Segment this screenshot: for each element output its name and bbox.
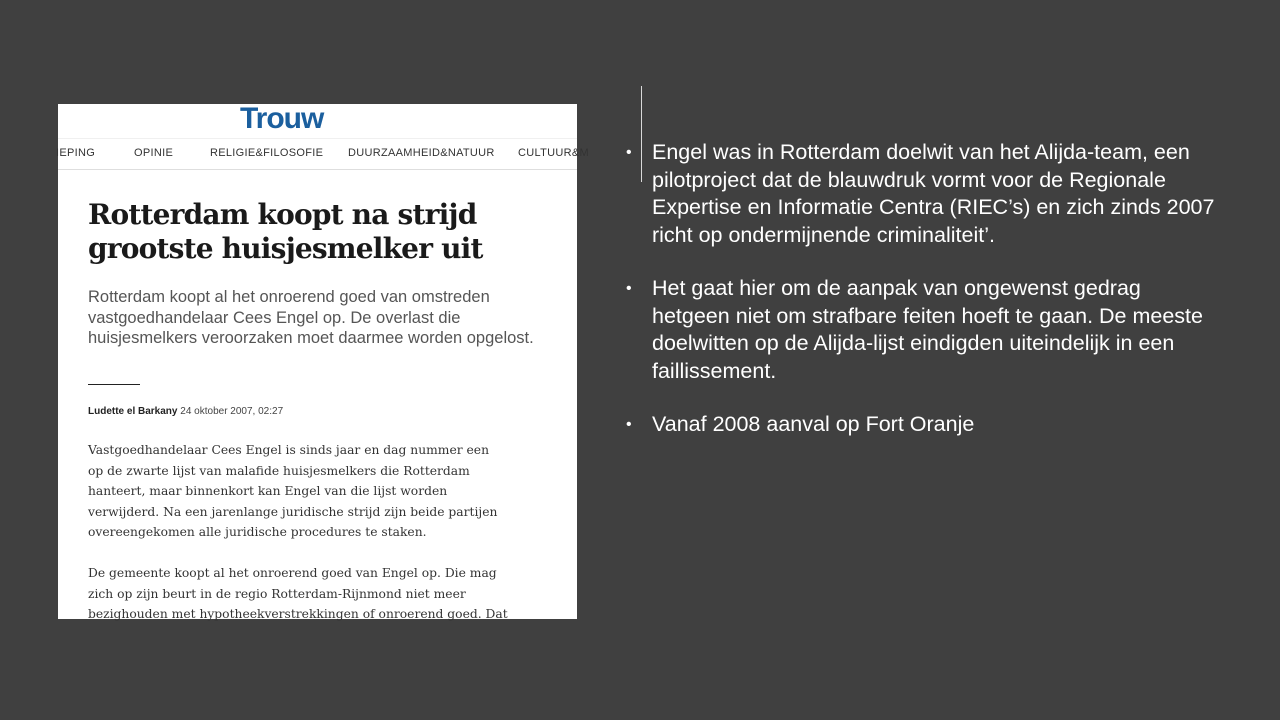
bullet-text: Engel was in Rotterdam doelwit van het Alijda-team, een pilotproject dat de blauwdruk vormt voor de Regionale Expertise en Informatie Centra (RIEC’s) en zich zinds 2007 richt op ondermijnende criminaliteit’. bbox=[652, 140, 1215, 247]
article-intro: Rotterdam koopt al het onroerend goed van omstreden vastgoedhandelaar Cees Engel op. De overlast die huisjesmelkers veroorzaken moet daarmee worden opgelost. bbox=[88, 288, 534, 347]
bullet-dot-icon: • bbox=[626, 144, 632, 161]
bullet-item bbox=[626, 139, 1216, 249]
article-byline bbox=[88, 406, 283, 417]
nav-item: DUURZAAMHEID&NATUUR bbox=[348, 147, 495, 159]
nav-item: RELIGIE&FILOSOFIE bbox=[210, 147, 324, 159]
bullet-item bbox=[626, 411, 1216, 439]
bullet-text: Het gaat hier om de aanpak van ongewenst gedrag hetgeen niet om strafbare feiten hoeft te gaan. De meeste doelwitten op de Alijda-lijst eindigden uiteindelijk in een faillissement. bbox=[652, 276, 1203, 383]
nav-item: CULTUUR&M bbox=[518, 147, 589, 159]
newspaper-nav bbox=[56, 138, 589, 170]
newspaper-clipping bbox=[56, 102, 589, 621]
bullet-dot-icon: • bbox=[626, 280, 632, 297]
newspaper-masthead bbox=[58, 104, 638, 138]
nav-item: OPINIE bbox=[134, 147, 174, 159]
article-paragraph: Vastgoedhandelaar Cees Engel is sinds jaar en dag nummer een op de zwarte lijst van malafide huisjesmelkers die Rotterdam hanteert, maar binnenkort kan Engel van die lijst worden verwijderd. Na een jarenlange juridische strijd zijn beide partijen overeengekomen alle juridische procedures te staken. bbox=[88, 443, 498, 539]
article-paragraph: De gemeente koopt al het onroerend goed van Engel op. Die mag zich op zijn beurt in de regio Rotterdam-Rijnmond niet meer bezighouden met hypotheekverstrekkingen of onroerend goed. Dat bbox=[88, 566, 508, 621]
article-author: Ludette el Barkany bbox=[88, 406, 178, 417]
trouw-logo: Trouw bbox=[240, 102, 324, 135]
bullet-list bbox=[626, 139, 1216, 439]
bullet-item bbox=[626, 275, 1216, 385]
article-date: 24 oktober 2007, 02:27 bbox=[180, 406, 284, 417]
bullet-dot-icon: • bbox=[626, 416, 632, 433]
nav-item: IEPING bbox=[56, 147, 96, 159]
article-headline: Rotterdam koopt na strijd grootste huisjesmelker uit bbox=[88, 198, 483, 265]
intro-rule bbox=[88, 384, 140, 385]
bullet-text: Vanaf 2008 aanval op Fort Oranje bbox=[652, 412, 975, 436]
